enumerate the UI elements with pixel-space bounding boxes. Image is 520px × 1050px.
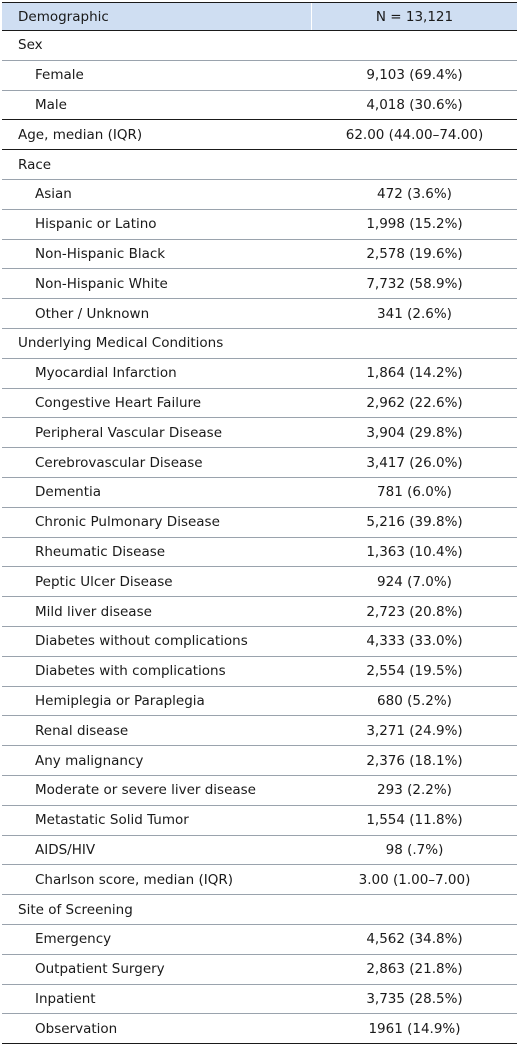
row-label: Non-Hispanic Black: [35, 245, 166, 262]
row-value: 2,376 (18.1%): [366, 752, 463, 769]
row-label: Diabetes without complications: [35, 633, 248, 650]
row-label: Race: [18, 156, 52, 173]
table-row: [2, 687, 517, 717]
table-row: [2, 716, 517, 746]
row-value: 3,904 (29.8%): [366, 424, 463, 441]
section-row: [2, 895, 517, 925]
row-label: Peptic Ulcer Disease: [35, 573, 173, 590]
section-row: [2, 31, 517, 61]
table-row: [2, 359, 517, 389]
header-demographic: Demographic: [2, 3, 312, 30]
table-row: [2, 508, 517, 538]
row-label: Dementia: [35, 484, 102, 501]
row-value: 781 (6.0%): [377, 484, 452, 501]
section-row: [2, 329, 517, 359]
row-value: 2,723 (20.8%): [366, 603, 463, 620]
table-row: [2, 776, 517, 806]
row-label: Female: [35, 67, 84, 84]
row-label: Non-Hispanic White: [35, 275, 168, 292]
header-n: N = 13,121: [375, 8, 454, 25]
row-label: Outpatient Surgery: [35, 961, 165, 978]
table-row: [2, 269, 517, 299]
row-value: 3,271 (24.9%): [366, 722, 463, 739]
row-value: 4,018 (30.6%): [366, 96, 463, 113]
row-value: 1,363 (10.4%): [366, 543, 463, 560]
table-row: [2, 836, 517, 866]
row-value: 2,578 (19.6%): [366, 245, 463, 262]
row-value: 9,103 (69.4%): [366, 67, 463, 84]
row-value: 4,562 (34.8%): [366, 931, 463, 948]
table-row: [2, 657, 517, 687]
row-label: Male: [35, 96, 67, 113]
row-label: Underlying Medical Conditions: [18, 335, 224, 352]
table-row: [2, 567, 517, 597]
row-label: Other / Unknown: [35, 305, 150, 322]
table-row: [2, 448, 517, 478]
row-value: 3,417 (26.0%): [366, 454, 463, 471]
row-value: 680 (5.2%): [377, 692, 452, 709]
table-row: [2, 418, 517, 448]
row-value: 5,216 (39.8%): [366, 514, 463, 531]
row-value: 7,732 (58.9%): [366, 275, 463, 292]
table-row: [2, 210, 517, 240]
table-row: [2, 955, 517, 985]
row-label: Hispanic or Latino: [35, 216, 157, 233]
table-header: [2, 2, 517, 31]
row-value: 924 (7.0%): [377, 573, 452, 590]
section-row: [2, 150, 517, 180]
row-value: 1,864 (14.2%): [366, 365, 463, 382]
table-row: [2, 985, 517, 1015]
row-value: 98 (.7%): [385, 841, 444, 858]
table-row: [2, 61, 517, 91]
row-label: Moderate or severe liver disease: [35, 782, 256, 799]
row-label: Hemiplegia or Paraplegia: [35, 692, 205, 709]
row-label: Peripheral Vascular Disease: [35, 424, 222, 441]
row-label: Renal disease: [35, 722, 129, 739]
row-label: Diabetes with complications: [35, 663, 226, 680]
table-row: [2, 746, 517, 776]
row-value: [312, 895, 517, 924]
table-row: [2, 1014, 517, 1044]
row-value: 2,962 (22.6%): [366, 394, 463, 411]
row-label: Myocardial Infarction: [35, 365, 177, 382]
row-label: Asian: [35, 186, 72, 203]
row-value: 2,554 (19.5%): [366, 663, 463, 680]
table-row: [2, 925, 517, 955]
row-value: [312, 31, 517, 60]
row-value: 472 (3.6%): [377, 186, 452, 203]
row-value: [312, 329, 517, 358]
table-row: [2, 478, 517, 508]
row-label: Observation: [35, 1020, 118, 1037]
table-row: [2, 627, 517, 657]
table-row: [2, 597, 517, 627]
row-value: 1,554 (11.8%): [366, 812, 463, 829]
row-label: AIDS/HIV: [35, 841, 96, 858]
row-value: 2,863 (21.8%): [366, 961, 463, 978]
row-label: Any malignancy: [35, 752, 144, 769]
row-value: 62.00 (44.00–74.00): [345, 126, 484, 143]
row-label: Site of Screening: [18, 901, 133, 918]
row-label: Metastatic Solid Tumor: [35, 812, 189, 829]
table-row: [2, 91, 517, 121]
row-label: Charlson score, median (IQR): [35, 871, 233, 888]
row-value: 1961 (14.9%): [368, 1020, 461, 1037]
row-label: Chronic Pulmonary Disease: [35, 514, 220, 531]
table-row: [2, 240, 517, 270]
table-row: [2, 389, 517, 419]
row-value: 1,998 (15.2%): [366, 216, 463, 233]
row-label: Inpatient: [35, 990, 96, 1007]
table-row: [2, 538, 517, 568]
row-value: 341 (2.6%): [377, 305, 452, 322]
row-value: 293 (2.2%): [377, 782, 452, 799]
row-label: Rheumatic Disease: [35, 543, 166, 560]
row-label: Congestive Heart Failure: [35, 394, 202, 411]
row-label: Age, median (IQR): [18, 126, 143, 143]
table-row: [2, 180, 517, 210]
row-value: [312, 150, 517, 179]
row-value: 4,333 (33.0%): [366, 633, 463, 650]
row-label: Cerebrovascular Disease: [35, 454, 203, 471]
table-row: [2, 806, 517, 836]
demographics-table: [2, 2, 517, 1044]
row-value: 3,735 (28.5%): [366, 990, 463, 1007]
row-label: Emergency: [35, 931, 112, 948]
table-body: [2, 31, 517, 1044]
row-label: Mild liver disease: [35, 603, 152, 620]
table-row: [2, 299, 517, 329]
table-row: [2, 120, 517, 150]
table-row: [2, 865, 517, 895]
row-label: Sex: [18, 37, 43, 54]
row-value: 3.00 (1.00–7.00): [358, 871, 471, 888]
